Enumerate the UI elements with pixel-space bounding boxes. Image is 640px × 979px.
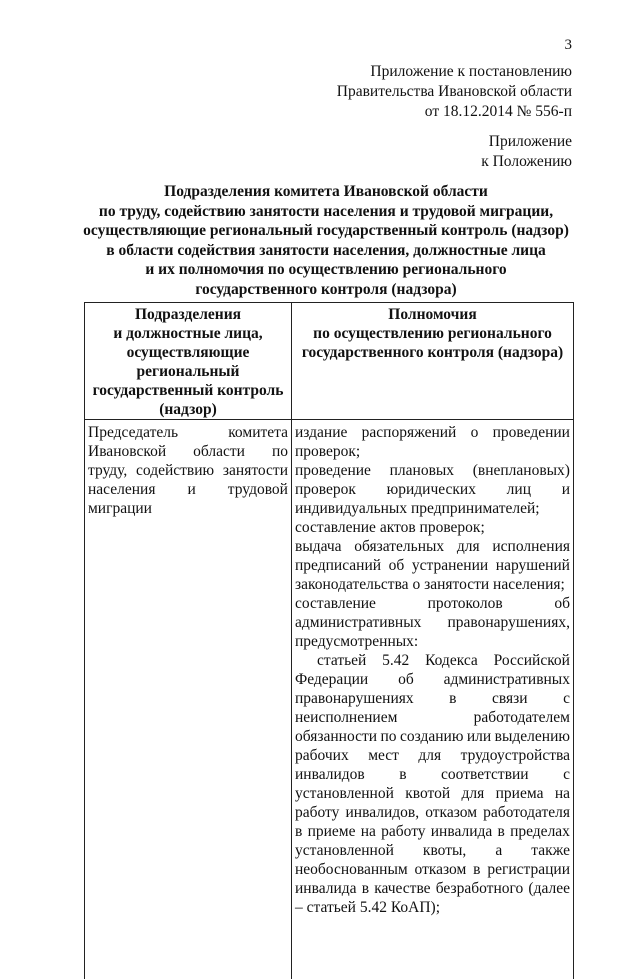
word: по bbox=[381, 727, 397, 746]
word: проверок; bbox=[295, 442, 360, 461]
word: в bbox=[295, 822, 302, 841]
word: отказом bbox=[415, 860, 467, 879]
word: работу bbox=[295, 803, 339, 822]
text-line bbox=[88, 423, 288, 442]
text-line bbox=[295, 632, 570, 651]
word: соответствии bbox=[441, 765, 529, 784]
appendix-resolution-reference bbox=[337, 62, 572, 122]
word: неисполнением bbox=[295, 708, 397, 727]
header-line: региональный bbox=[88, 362, 288, 381]
word: предусмотренных: bbox=[295, 632, 418, 651]
word: инвалидов bbox=[295, 765, 365, 784]
word: о bbox=[412, 575, 420, 594]
word: Кодекса bbox=[425, 651, 478, 670]
word: составление bbox=[295, 594, 376, 613]
header-line: осуществляющие bbox=[88, 343, 288, 362]
word: выделению bbox=[495, 727, 570, 746]
word: приеме bbox=[308, 822, 356, 841]
word: 5.42 bbox=[360, 898, 387, 917]
word: для bbox=[457, 537, 480, 556]
header-line: и должностные лица, bbox=[88, 324, 288, 343]
text-line bbox=[295, 423, 570, 442]
word: обязательных bbox=[354, 537, 444, 556]
word: регистрации bbox=[487, 860, 570, 879]
word: комитета bbox=[228, 423, 288, 442]
word: населения bbox=[88, 480, 155, 499]
word: мест bbox=[368, 746, 399, 765]
word: качестве bbox=[374, 879, 430, 898]
word: административных bbox=[295, 613, 421, 632]
appendix-regulation-reference bbox=[481, 132, 572, 172]
title-line: и их полномочия по осуществлению регионального bbox=[80, 260, 572, 280]
word: правонарушениях bbox=[295, 689, 414, 708]
word: также bbox=[531, 841, 570, 860]
header-line: государственного контроля (надзора) bbox=[295, 343, 570, 362]
word: Федерации bbox=[295, 670, 368, 689]
word: обязанности bbox=[295, 727, 377, 746]
word: а bbox=[495, 841, 502, 860]
word: устранении bbox=[412, 556, 488, 575]
word: трудовой bbox=[228, 480, 288, 499]
word: КоАП); bbox=[391, 898, 440, 917]
word: содействию bbox=[136, 461, 214, 480]
header-line: (надзор) bbox=[88, 400, 288, 419]
word: о bbox=[471, 423, 479, 442]
word: (далее bbox=[528, 879, 570, 898]
text-line bbox=[295, 480, 570, 499]
text-line bbox=[295, 784, 570, 803]
word: актов bbox=[380, 518, 416, 537]
cell-official bbox=[85, 420, 292, 979]
word: занятости bbox=[223, 461, 288, 480]
word: миграции bbox=[88, 499, 152, 518]
text-line bbox=[295, 575, 570, 594]
word: выдача bbox=[295, 537, 342, 556]
table-row bbox=[85, 420, 574, 979]
word: административных bbox=[444, 670, 570, 689]
word: с bbox=[563, 765, 570, 784]
word: нарушений bbox=[496, 556, 570, 575]
text-line bbox=[295, 708, 570, 727]
word: или bbox=[467, 727, 491, 746]
text-line bbox=[295, 499, 570, 518]
text-line bbox=[295, 613, 570, 632]
word: и bbox=[562, 480, 570, 499]
text-line bbox=[295, 803, 570, 822]
word: об bbox=[398, 670, 414, 689]
appendix-line: Приложение bbox=[481, 132, 572, 152]
text-line bbox=[295, 442, 570, 461]
word: установленной bbox=[295, 841, 394, 860]
word: инвалидов, bbox=[346, 803, 420, 822]
word: статьей bbox=[317, 651, 366, 670]
word: квоты, bbox=[423, 841, 466, 860]
word: инвалида bbox=[431, 822, 493, 841]
text-line bbox=[88, 442, 288, 461]
word: инвалида bbox=[295, 879, 357, 898]
text-line bbox=[88, 499, 288, 518]
header-line: Подразделения bbox=[88, 305, 288, 324]
word: области bbox=[193, 442, 245, 461]
word: приема bbox=[496, 784, 544, 803]
word: созданию bbox=[400, 727, 463, 746]
text-line bbox=[295, 727, 570, 746]
word: необоснованным bbox=[295, 860, 408, 879]
word: трудоустройства bbox=[461, 746, 570, 765]
word: проверок bbox=[295, 480, 356, 499]
text-line bbox=[295, 461, 570, 480]
word: по bbox=[272, 442, 288, 461]
title-line: в области содействия занятости населения, должностные лица bbox=[80, 241, 572, 261]
word: Российской bbox=[494, 651, 570, 670]
word: издание bbox=[295, 423, 347, 442]
word: пределах bbox=[510, 822, 570, 841]
text-line bbox=[295, 518, 570, 537]
text-line bbox=[88, 480, 288, 499]
word: в bbox=[449, 689, 456, 708]
word: труду, bbox=[88, 461, 127, 480]
word: составление bbox=[295, 518, 376, 537]
word: в bbox=[473, 860, 480, 879]
word: исполнения bbox=[492, 537, 570, 556]
text-line bbox=[295, 822, 570, 841]
word: квотой bbox=[405, 784, 450, 803]
text-line bbox=[295, 746, 570, 765]
word: протоколов bbox=[428, 594, 503, 613]
text-line bbox=[295, 537, 570, 556]
appendix-line: Правительства Ивановской области bbox=[337, 82, 572, 102]
header-line: государственный контроль bbox=[88, 381, 288, 400]
word: в bbox=[362, 879, 369, 898]
word: распоряжений bbox=[362, 423, 457, 442]
word: рабочих bbox=[295, 746, 349, 765]
word: связи bbox=[492, 689, 528, 708]
word: предписаний bbox=[295, 556, 381, 575]
word: Председатель bbox=[88, 423, 178, 442]
text-line bbox=[88, 461, 288, 480]
appendix-line: к Положению bbox=[481, 152, 572, 172]
word: проверок; bbox=[420, 518, 485, 537]
word: проведении bbox=[493, 423, 570, 442]
word: работу bbox=[381, 822, 425, 841]
word: 5.42 bbox=[382, 651, 409, 670]
appendix-line: Приложение к постановлению bbox=[337, 62, 572, 82]
word: индивидуальных bbox=[295, 499, 407, 518]
word: в bbox=[498, 822, 505, 841]
cell-powers bbox=[292, 420, 574, 979]
page-number: 3 bbox=[520, 36, 572, 54]
text-line bbox=[295, 689, 570, 708]
word: лиц bbox=[507, 480, 531, 499]
table-header-row bbox=[85, 303, 574, 420]
word: (внеплановых) bbox=[473, 461, 570, 480]
text-line bbox=[295, 879, 570, 898]
word: и bbox=[187, 480, 195, 499]
text-line bbox=[295, 860, 570, 879]
word: предпринимателей; bbox=[411, 499, 540, 518]
text-line bbox=[295, 898, 570, 917]
word: юридических bbox=[387, 480, 476, 499]
word: безработного bbox=[436, 879, 523, 898]
header-line: Полномочия bbox=[295, 305, 570, 324]
word: с bbox=[563, 689, 570, 708]
word: об bbox=[389, 556, 405, 575]
header-powers bbox=[292, 303, 574, 420]
text-line bbox=[295, 651, 570, 670]
word: населения; bbox=[493, 575, 565, 594]
word: правонарушениях, bbox=[447, 613, 570, 632]
word: Ивановской bbox=[88, 442, 166, 461]
word: отказом bbox=[425, 803, 477, 822]
document-title bbox=[80, 182, 572, 299]
title-line: по труду, содействию занятости населения и трудовой миграции, bbox=[80, 202, 572, 222]
header-line: по осуществлению регионального bbox=[295, 324, 570, 343]
authority-table bbox=[84, 302, 574, 979]
text-line bbox=[295, 556, 570, 575]
word: на bbox=[555, 784, 570, 803]
text-line bbox=[295, 594, 570, 613]
text-line bbox=[295, 841, 570, 860]
word: плановых bbox=[390, 461, 454, 480]
word: законодательства bbox=[295, 575, 409, 594]
word: об bbox=[554, 594, 570, 613]
title-line: осуществляющие региональный государственный контроль (надзор) bbox=[80, 221, 572, 241]
word: работодателем bbox=[474, 708, 570, 727]
text-line bbox=[295, 670, 570, 689]
title-line: Подразделения комитета Ивановской области bbox=[80, 182, 572, 202]
word: работодателя bbox=[483, 803, 570, 822]
word: в bbox=[399, 765, 406, 784]
word: установленной bbox=[295, 784, 394, 803]
title-line: государственного контроля (надзора) bbox=[80, 280, 572, 300]
text-line bbox=[295, 765, 570, 784]
word: – bbox=[295, 898, 303, 917]
word: статьей bbox=[307, 898, 356, 917]
word: на bbox=[361, 822, 376, 841]
word: занятости bbox=[424, 575, 489, 594]
header-subdivisions bbox=[85, 303, 292, 420]
appendix-line: от 18.12.2014 № 556-п bbox=[337, 102, 572, 122]
word: для bbox=[462, 784, 485, 803]
word: проведение bbox=[295, 461, 371, 480]
word: для bbox=[418, 746, 441, 765]
